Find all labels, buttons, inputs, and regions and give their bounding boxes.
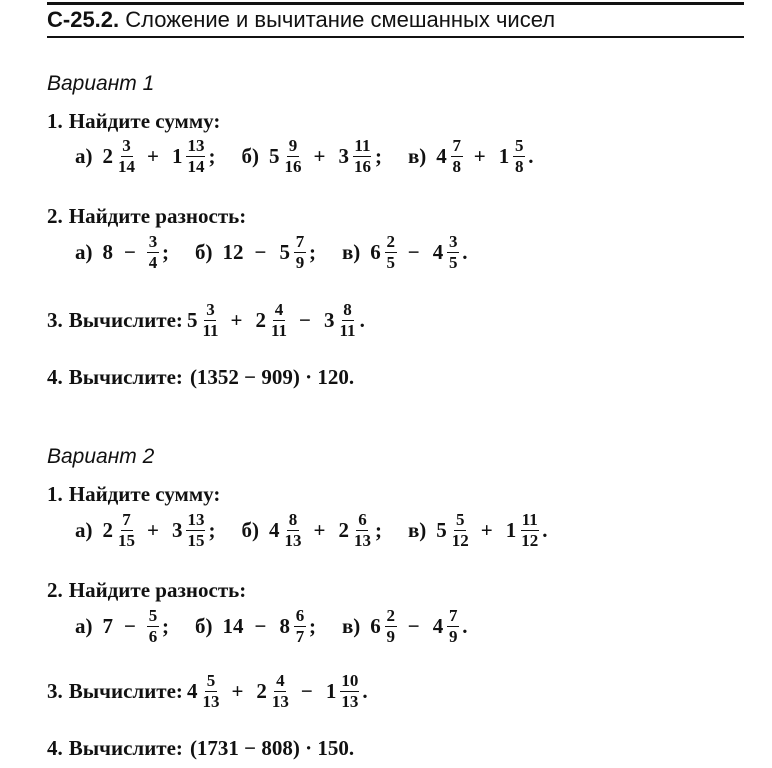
operator: + [313, 517, 326, 542]
worksheet-code: С-25.2. [47, 7, 120, 32]
numerator: 11 [521, 509, 538, 529]
item-label: в) [407, 517, 427, 542]
fraction [294, 233, 306, 272]
denominator: 8 [452, 156, 462, 176]
whole-part: 4 [432, 613, 444, 638]
punctuation: ; [161, 613, 169, 638]
numerator: 7 [449, 605, 458, 625]
denominator: 13 [271, 691, 289, 711]
whole-part: 1 [498, 143, 510, 168]
numerator: 3 [148, 231, 158, 251]
item-label: а) [75, 517, 93, 542]
fraction [271, 672, 290, 711]
item-label: а) [75, 239, 93, 264]
numerator: 4 [274, 299, 284, 319]
numerator: 3 [449, 231, 458, 251]
v2-task2-heading [47, 577, 246, 603]
operator: + [230, 307, 243, 332]
whole-part: 2 [102, 517, 113, 542]
task-text: Вычислите: [68, 364, 183, 389]
numerator: 5 [148, 605, 158, 625]
operator: − [124, 613, 136, 638]
whole-part: 2 [256, 678, 267, 703]
fraction [451, 137, 463, 176]
task-number: 3. [47, 307, 63, 332]
task-text: Найдите сумму: [68, 108, 221, 133]
numerator: 3 [206, 299, 215, 319]
denominator: 9 [449, 626, 458, 646]
whole-part: 6 [370, 613, 381, 638]
denominator: 9 [386, 626, 396, 646]
numerator: 7 [452, 135, 462, 155]
denominator: 5 [449, 252, 458, 272]
fraction [513, 137, 525, 176]
fraction [147, 607, 159, 646]
header-rule-bottom [47, 36, 744, 38]
operator: + [147, 143, 159, 168]
fraction [353, 137, 372, 176]
denominator: 13 [284, 530, 302, 550]
v2-task2-expressions [75, 603, 468, 649]
task-text: Вычислите: [68, 735, 183, 760]
fraction [117, 511, 136, 550]
item-label: в) [341, 613, 361, 638]
punctuation: ; [161, 239, 169, 264]
whole-part: 4 [186, 678, 198, 703]
operator: − [124, 239, 136, 264]
v2-t2-item-a [75, 607, 169, 646]
v1-task4 [47, 364, 354, 390]
task-expression: (1352 − 909) · 120. [189, 364, 355, 389]
whole-part: 2 [102, 143, 113, 168]
numerator: 4 [276, 670, 285, 690]
task-number: 2. [47, 203, 63, 228]
item-label: б) [194, 613, 213, 638]
operator: − [299, 307, 311, 332]
v1-task1-heading [47, 108, 220, 134]
variant-1-label: Вариант 1 [47, 72, 155, 95]
numerator: 8 [288, 509, 298, 529]
v1-t2-item-b [195, 233, 316, 272]
whole-part: 7 [102, 613, 113, 638]
fraction [201, 301, 219, 340]
fraction [451, 511, 470, 550]
numerator: 9 [288, 135, 298, 155]
operator: − [254, 613, 267, 638]
denominator: 11 [339, 320, 356, 340]
punctuation: ; [208, 143, 216, 168]
fraction [270, 301, 288, 340]
task-number: 3. [47, 678, 63, 703]
whole-part: 5 [436, 517, 447, 542]
numerator: 5 [456, 509, 465, 529]
v2-t2-item-b [195, 607, 316, 646]
whole-part: 8 [279, 613, 290, 638]
numerator: 5 [515, 135, 524, 155]
v2-t1-item-a [75, 511, 215, 550]
fraction [283, 137, 302, 176]
denominator: 14 [118, 156, 135, 176]
whole-part: 2 [338, 517, 349, 542]
variant-2-label: Вариант 2 [47, 445, 155, 468]
v1-t1-item-b [241, 137, 381, 176]
denominator: 9 [295, 252, 305, 272]
fraction [283, 511, 302, 550]
denominator: 13 [353, 530, 371, 550]
v2-task3 [47, 668, 368, 714]
fraction [294, 607, 306, 646]
denominator: 16 [353, 156, 371, 176]
numerator: 11 [354, 135, 371, 155]
numerator: 6 [295, 605, 305, 625]
task-number: 1. [47, 108, 63, 133]
operator: + [473, 143, 486, 168]
punctuation: . [462, 239, 468, 264]
v1-t2-item-a [75, 233, 169, 272]
fraction [385, 233, 397, 272]
numerator: 2 [386, 231, 396, 251]
task-text: Вычислите: [68, 678, 183, 703]
whole-part: 3 [338, 143, 349, 168]
task-number: 4. [47, 364, 63, 389]
operator: + [313, 143, 326, 168]
whole-part: 4 [268, 517, 280, 542]
fraction [353, 511, 372, 550]
punctuation: . [362, 678, 368, 703]
whole-part: 3 [324, 307, 335, 332]
task-expression: (1731 − 808) · 150. [189, 735, 355, 760]
task-number: 1. [47, 481, 63, 506]
punctuation: ; [308, 239, 316, 264]
fraction [117, 137, 136, 176]
whole-part: 12 [222, 239, 244, 264]
whole-part: 3 [171, 517, 183, 542]
fraction [385, 607, 397, 646]
fraction [186, 511, 205, 550]
v1-task3 [47, 297, 365, 343]
task-number: 4. [47, 735, 63, 760]
whole-part: 8 [102, 239, 113, 264]
item-label: б) [194, 239, 213, 264]
denominator: 14 [187, 156, 205, 176]
fraction [201, 672, 220, 711]
punctuation: . [542, 517, 548, 542]
punctuation: ; [308, 613, 316, 638]
denominator: 15 [118, 530, 135, 550]
whole-part: 5 [279, 239, 290, 264]
item-label: в) [341, 239, 361, 264]
v2-task4 [47, 735, 354, 761]
denominator: 5 [386, 252, 396, 272]
task-text: Найдите сумму: [68, 481, 221, 506]
fraction [186, 137, 205, 176]
numerator: 7 [295, 231, 305, 251]
operator: − [254, 239, 267, 264]
operator: − [300, 678, 313, 703]
whole-part: 4 [432, 239, 444, 264]
numerator: 3 [122, 135, 131, 155]
denominator: 15 [187, 530, 205, 550]
whole-part: 4 [436, 143, 447, 168]
whole-part: 5 [186, 307, 198, 332]
v2-task1-expressions [75, 507, 548, 553]
denominator: 11 [270, 320, 288, 340]
punctuation: . [359, 307, 365, 332]
v1-t1-item-a [75, 137, 215, 176]
denominator: 12 [451, 530, 469, 550]
worksheet-title: Сложение и вычитание смешанных чисел [125, 7, 556, 32]
item-label: б) [241, 143, 259, 168]
numerator: 13 [187, 509, 205, 529]
v1-t1-item-c [408, 137, 534, 176]
punctuation: ; [208, 517, 216, 542]
v2-t1-item-b [241, 511, 381, 550]
v2-t2-item-c [342, 607, 468, 646]
v1-task1-expressions [75, 133, 534, 179]
numerator: 7 [122, 509, 131, 529]
whole-part: 14 [222, 613, 244, 638]
header-rule-top [47, 2, 744, 5]
denominator: 4 [148, 252, 158, 272]
punctuation: ; [374, 517, 382, 542]
whole-part: 2 [255, 307, 266, 332]
fraction [147, 233, 159, 272]
fraction [340, 672, 359, 711]
whole-part: 1 [171, 143, 183, 168]
operator: − [407, 239, 420, 264]
task-number: 2. [47, 577, 63, 602]
fraction [339, 301, 357, 340]
v2-task1-heading [47, 481, 220, 507]
operator: + [231, 678, 244, 703]
task-text: Найдите разность: [68, 203, 247, 228]
item-label: а) [75, 143, 93, 168]
numerator: 10 [341, 670, 359, 690]
whole-part: 5 [268, 143, 280, 168]
punctuation: ; [374, 143, 382, 168]
denominator: 8 [515, 156, 524, 176]
operator: + [147, 517, 159, 542]
denominator: 6 [148, 626, 158, 646]
punctuation: . [462, 613, 468, 638]
numerator: 13 [187, 135, 205, 155]
task-text: Найдите разность: [68, 577, 247, 602]
fraction [447, 607, 459, 646]
denominator: 11 [202, 320, 219, 340]
item-label: б) [241, 517, 259, 542]
whole-part: 1 [325, 678, 337, 703]
denominator: 16 [284, 156, 302, 176]
whole-part: 1 [505, 517, 517, 542]
fraction [447, 233, 459, 272]
v1-task2-heading [47, 203, 246, 229]
fraction [520, 511, 539, 550]
task-text: Вычислите: [68, 307, 183, 332]
punctuation: . [528, 143, 534, 168]
whole-part: 6 [370, 239, 381, 264]
denominator: 12 [521, 530, 539, 550]
numerator: 5 [206, 670, 216, 690]
denominator: 13 [202, 691, 220, 711]
denominator: 13 [341, 691, 359, 711]
operator: + [480, 517, 493, 542]
item-label: в) [407, 143, 427, 168]
v2-t1-item-c [408, 511, 548, 550]
denominator: 7 [295, 626, 305, 646]
numerator: 2 [386, 605, 396, 625]
numerator: 8 [343, 299, 352, 319]
item-label: а) [75, 613, 93, 638]
v1-t2-item-c [342, 233, 468, 272]
v1-task2-expressions [75, 229, 468, 275]
operator: − [407, 613, 420, 638]
numerator: 6 [358, 509, 367, 529]
page-title [47, 6, 555, 34]
